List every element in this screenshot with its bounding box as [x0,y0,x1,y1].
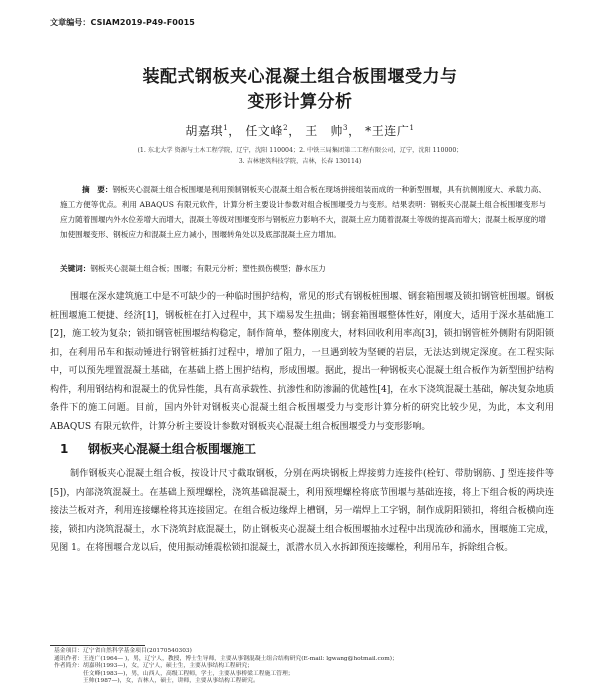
keywords-label: 关键词： [60,264,91,273]
author-affiliation-mark: 3 [343,124,349,132]
author-name: 任文峰 [245,124,284,138]
affiliation-line-1: (1. 东北大学 资源与土木工程学院，辽宁，沈阳 110004；2. 中铁三局集团第二工程有限公司，辽宁，沈阳 110000； [137,147,463,154]
footnote-author-bio: 任文峰(1983—)，男，山西人，高级工程师，学士，主要从事桥梁工程施工管理； [54,670,294,677]
affiliation-line-2: 3. 吉林建筑科技学院，吉林，长春 130114) [238,158,362,165]
abstract-label: 摘 要： [82,185,113,194]
section-number: 1 [60,442,69,456]
section-title: 钢板夹心混凝土组合板围堰施工 [88,442,257,456]
footnote-author-bio: 作者简介：胡嘉琪(1993—)，女，辽宁人，硕士生，主要从事结构工程研究； [54,663,253,670]
section-heading [60,440,256,457]
author-affiliation-mark: 1 [409,124,415,132]
keywords [60,262,546,275]
author-name: 王 帅 [305,124,344,138]
author-affiliation-mark: 1 [223,124,229,132]
author-affiliation-mark: 2 [283,124,289,132]
footnotes [54,648,554,686]
author-name: *王连广 [365,124,410,138]
title-line-2: 变形计算分析 [247,92,353,112]
section-1-paragraph: 制作钢板夹心混凝土组合板，按设计尺寸截取钢板，分别在两块钢板上焊接剪力连接件(栓钉、带肋钢筋、J 型连接件等[5])，内部浇筑混凝土。在基础上预埋螺栓，浇筑基础混凝土，利用预埋螺栓将底节围堰与基础连接，将上下组合板的两块连接法兰板对齐，利用连接螺栓将其连接固定。在组合板边缘焊上槽钢，另一端焊上工字钢，制作成阴阳锁扣，将组合板横向连接，锁扣内浇筑混凝土，水下浇筑封底混凝土，防止钢板夹心混凝土组合板围堰抽水过程中出现流砂和涌水，围堰施工完成，见图 1。在将围堰合龙以后，使用振动锤震松锁扣混凝土，派潜水员入水拆卸预连接螺栓，利用吊车，拆除组合板。 [50,469,554,553]
keywords-text: 钢板夹心混凝土组合板；围堰；有限元分析；塑性损伤模型；静水压力 [90,264,326,273]
abstract-text: 钢板夹心混凝土组合板围堰是利用预制钢板夹心混凝土组合板在现场拼接组装而成的一种新型围堰，具有抗侧刚度大、承载力高、施工方便等优点。利用 ABAQUS 有限元软件，计算分析主要设计参数对组合板围堰受力与变形。结果表明：钢板夹心混凝土组合板围堰变形与应力随着围堰内外水位差增大而增大，混凝土等级对围堰变形与钢板应力影响不大，混凝土应力随着混凝土等级的提高而增大；混凝土板厚度的增加使围堰变形、钢板应力和混凝土应力减小，围堰转角处以及底部混凝土应力增加。 [60,185,547,239]
article-number: 文章编号：CSIAM2019-P49-F0015 [50,18,195,27]
abstract [60,183,546,243]
intro-paragraph: 围堰在深水建筑施工中是不可缺少的一种临时围护结构，常见的形式有钢板桩围堰、钢套箱围堰及锁扣钢管桩围堰。钢板桩围堰施工便捷、经济[1]，钢板桩在打入过程中，其下端易发生扭曲；钢套箱围堰整体性好，刚度大，适用于深水基础施工[2]，施工较为复杂；锁扣钢管桩围堰结构稳定，制作简单，整体刚度大，材料回收利用率高[3]，锁扣钢管桩外侧附有阴阳锁扣，在利用吊车和振动锤进行钢管桩插打过程中，增加了阻力，一旦遇到较为坚硬的岩层，无法达到规定深度。在工程实际中，可以预先埋置混凝土基础，在基础上搭上围护结构，形成围堰。据此，提出一种钢板夹心混凝土组合板作为新型围护结构构件，利用钢结构和混凝土的优异性能，具有高承载性、抗渗性和防渗漏的优越性[4]，在水下浇筑混凝土基础，解决复杂地质条件下的施工问题。目前，国内外针对钢板夹心混凝土组合板围堰受力与变形计算分析的研究比较少见，为此，本文利用 ABAQUS 有限元软件，计算分析主要设计参数对钢板夹心混凝土组合板围堰受力与变形影响。 [50,292,554,432]
author-list: 胡嘉琪$^1$， 任文峰$^2$， 王 帅$^3$， *王连广$^1$ [185,124,415,138]
author-name: 胡嘉琪 [185,124,224,138]
title-line-1: 装配式钢板夹心混凝土组合板围堰受力与 [142,67,458,87]
footnote-funding: 基金项目：辽宁省自然科学基金项目(20170540303) [54,648,192,654]
footnote-author-bio: 王帅(1987—)，女，吉林人，硕士，讲师，主要从事结构工程研究。 [54,678,259,685]
footnote-divider [50,645,145,646]
footnote-corresponding-author: 通讯作者：王连广(1964— )，男，辽宁人，教授，博士生导师，主要从事钢混凝土组合结构研究(E-mail: lgwang@hotmail.com)； [54,655,398,662]
